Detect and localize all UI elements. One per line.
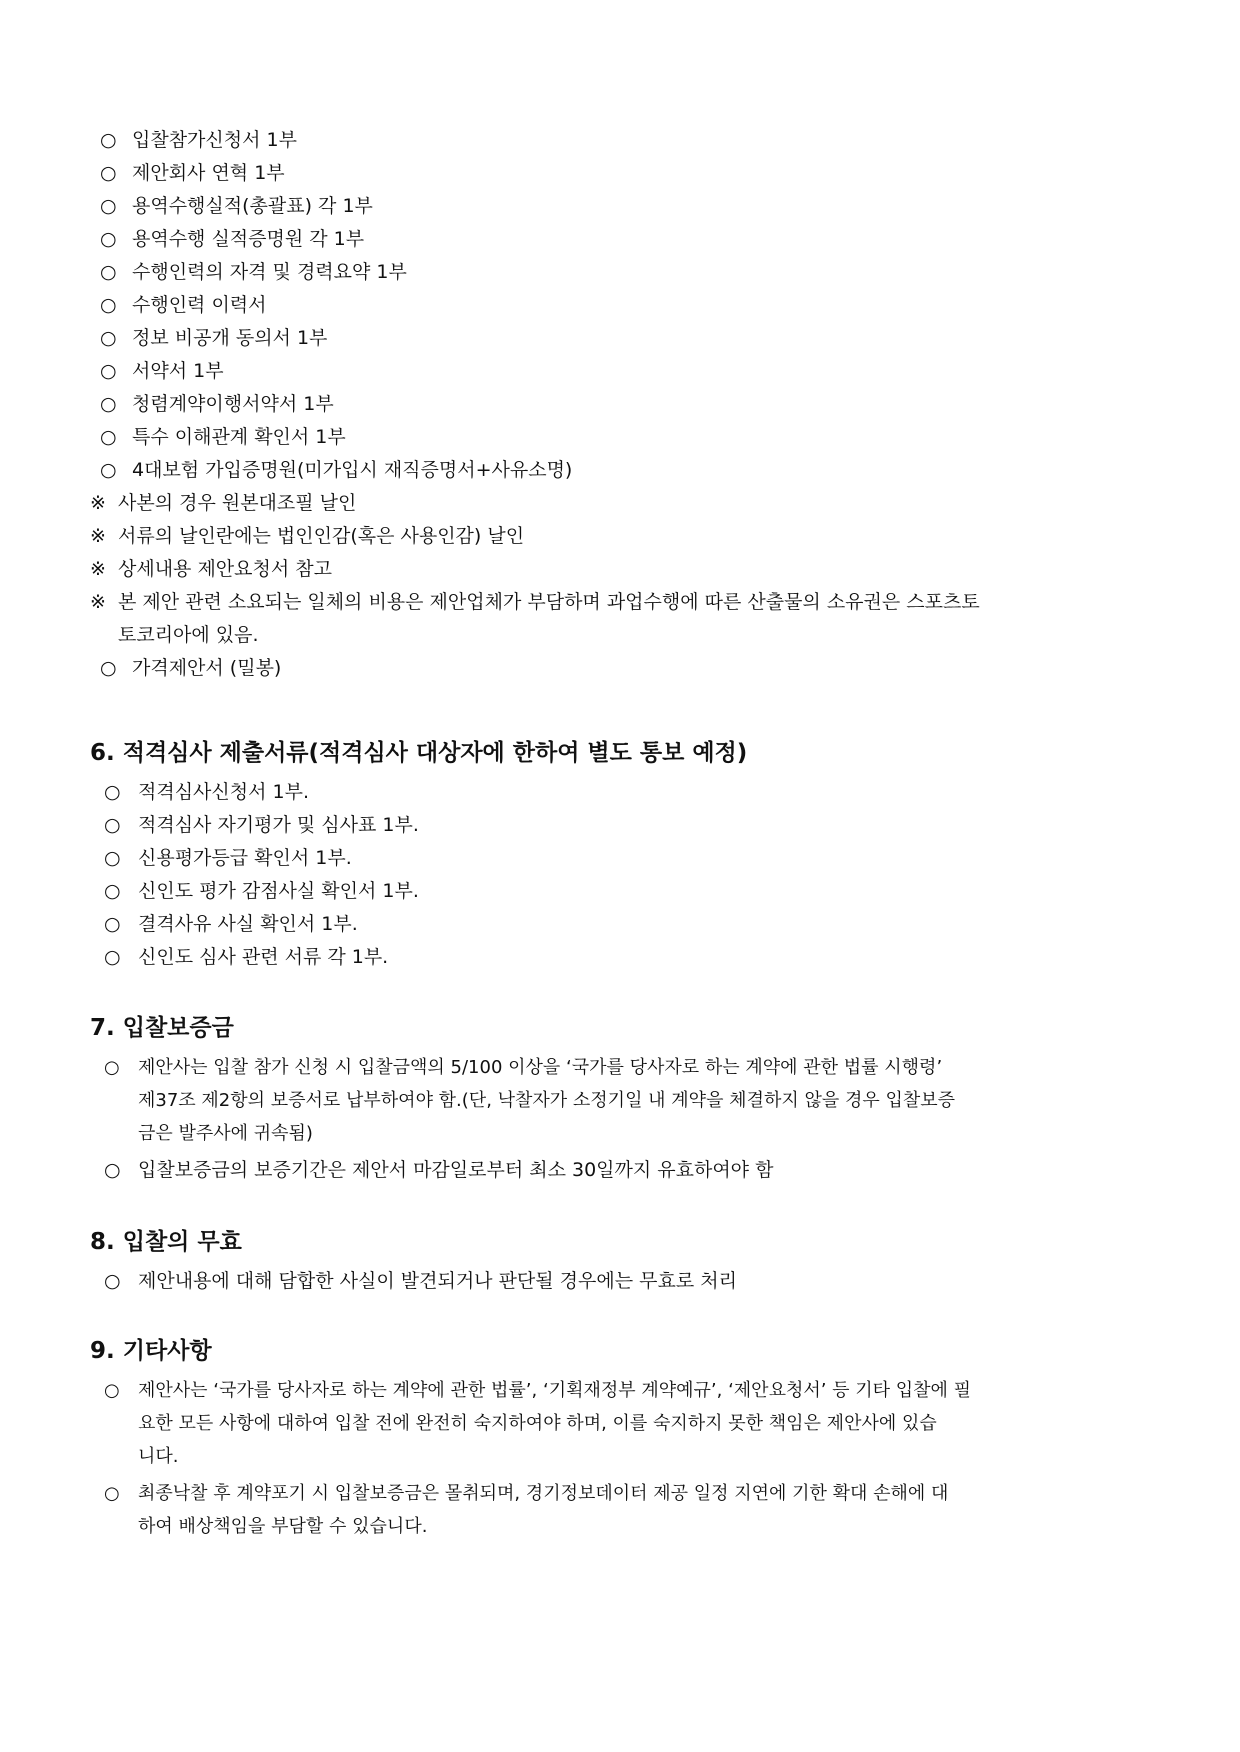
paragraph-continuation: 니다. <box>138 1446 179 1467</box>
paragraph-continuation: 하여 배상책임을 부담할 수 있습니다. <box>138 1516 428 1537</box>
note-continuation: 토코리아에 있음. <box>118 624 259 646</box>
bullet-circle-icon: ○ <box>104 847 121 869</box>
bullet-circle-icon: ○ <box>100 261 117 283</box>
list-item: ○ 최종낙찰 후 계약포기 시 입찰보증금은 몰취되며, 경기정보데이터 제공 일정 지연에 기한 확대 손해에 대 <box>104 1477 1164 1510</box>
list-item: ○ 결격사유 사실 확인서 1부. <box>104 908 1164 941</box>
bullet-circle-icon: ○ <box>100 327 117 349</box>
bullet-circle-icon: ○ <box>100 294 117 316</box>
bullet-circle-icon: ○ <box>100 129 117 151</box>
paragraph-continuation: 금은 발주사에 귀속됨) <box>138 1123 313 1144</box>
reference-mark-icon: ※ <box>90 558 106 580</box>
list-item: ○ 가격제안서 (밀봉) <box>100 652 1160 685</box>
list-item: ○ 제안내용에 대해 담합한 사실이 발견되거나 판단될 경우에는 무효로 처리 <box>104 1265 1164 1298</box>
bullet-circle-icon: ○ <box>100 228 117 250</box>
reference-mark-icon: ※ <box>90 591 106 613</box>
list-item: ○ 수행인력 이력서 <box>100 289 1160 322</box>
section-heading: 7. 입찰보증금 <box>90 1015 234 1041</box>
section-heading: 6. 적격심사 제출서류(적격심사 대상자에 한하여 별도 통보 예정) <box>90 740 748 766</box>
list-item: ○ 용역수행실적(총괄표) 각 1부 <box>100 190 1160 223</box>
bullet-circle-icon: ○ <box>104 1159 121 1181</box>
paragraph-continuation: 요한 모든 사항에 대하여 입찰 전에 완전히 숙지하여야 하며, 이를 숙지하지 못한 책임은 제안사에 있습 <box>138 1413 937 1434</box>
list-item: ○ 입찰보증금의 보증기간은 제안서 마감일로부터 최소 30일까지 유효하여야 함 <box>104 1154 1164 1187</box>
list-item: ○ 제안사는 ‘국가를 당사자로 하는 계약에 관한 법률’, ‘기획재정부 계약예규’, ‘제안요청서’ 등 기타 입찰에 필 <box>104 1374 1164 1407</box>
bullet-circle-icon: ○ <box>100 360 117 382</box>
list-item: ○ 청렴계약이행서약서 1부 <box>100 388 1160 421</box>
paragraph-continuation: 제37조 제2항의 보증서로 납부하여야 함.(단, 낙찰자가 소정기일 내 계약을 체결하지 않을 경우 입찰보증 <box>138 1090 955 1111</box>
note-item: ※ 상세내용 제안요청서 참고 <box>90 553 1150 586</box>
list-item: ○ 수행인력의 자격 및 경력요약 1부 <box>100 256 1160 289</box>
bullet-circle-icon: ○ <box>100 162 117 184</box>
bullet-circle-icon: ○ <box>104 1380 120 1401</box>
bullet-circle-icon: ○ <box>104 946 121 968</box>
list-item: ○ 제안사는 입찰 참가 신청 시 입찰금액의 5/100 이상을 ‘국가를 당사자로 하는 계약에 관한 법률 시행령’ <box>104 1051 1164 1084</box>
reference-mark-icon: ※ <box>90 525 106 547</box>
reference-mark-icon: ※ <box>90 492 106 514</box>
bullet-circle-icon: ○ <box>104 1057 120 1078</box>
note-item: ※ 본 제안 관련 소요되는 일체의 비용은 제안업체가 부담하며 과업수행에 따른 산출물의 소유권은 스포츠토 <box>90 586 1150 619</box>
section-heading: 9. 기타사항 <box>90 1338 212 1364</box>
list-item: ○ 신인도 심사 관련 서류 각 1부. <box>104 941 1164 974</box>
section-heading: 8. 입찰의 무효 <box>90 1229 242 1255</box>
list-item: ○ 특수 이해관계 확인서 1부 <box>100 421 1160 454</box>
list-item: ○ 적격심사신청서 1부. <box>104 776 1164 809</box>
bullet-circle-icon: ○ <box>100 393 117 415</box>
list-item: ○ 신용평가등급 확인서 1부. <box>104 842 1164 875</box>
bullet-circle-icon: ○ <box>104 1483 120 1504</box>
bullet-circle-icon: ○ <box>104 913 121 935</box>
list-item: ○ 적격심사 자기평가 및 심사표 1부. <box>104 809 1164 842</box>
note-item: ※ 서류의 날인란에는 법인인감(혹은 사용인감) 날인 <box>90 520 1150 553</box>
bullet-circle-icon: ○ <box>100 657 117 679</box>
list-item: ○ 입찰참가신청서 1부 <box>100 124 1160 157</box>
bullet-circle-icon: ○ <box>104 781 121 803</box>
bullet-circle-icon: ○ <box>104 814 121 836</box>
list-item: ○ 용역수행 실적증명원 각 1부 <box>100 223 1160 256</box>
bullet-circle-icon: ○ <box>100 426 117 448</box>
list-item: ○ 신인도 평가 감점사실 확인서 1부. <box>104 875 1164 908</box>
bullet-circle-icon: ○ <box>100 195 117 217</box>
bullet-circle-icon: ○ <box>104 1270 121 1292</box>
bullet-circle-icon: ○ <box>104 880 121 902</box>
list-item: ○ 제안회사 연혁 1부 <box>100 157 1160 190</box>
note-item: ※ 사본의 경우 원본대조필 날인 <box>90 487 1150 520</box>
list-item: ○ 서약서 1부 <box>100 355 1160 388</box>
list-item: ○ 정보 비공개 동의서 1부 <box>100 322 1160 355</box>
list-item: ○ 4대보험 가입증명원(미가입시 재직증명서+사유소명) <box>100 454 1160 487</box>
bullet-circle-icon: ○ <box>100 459 117 481</box>
